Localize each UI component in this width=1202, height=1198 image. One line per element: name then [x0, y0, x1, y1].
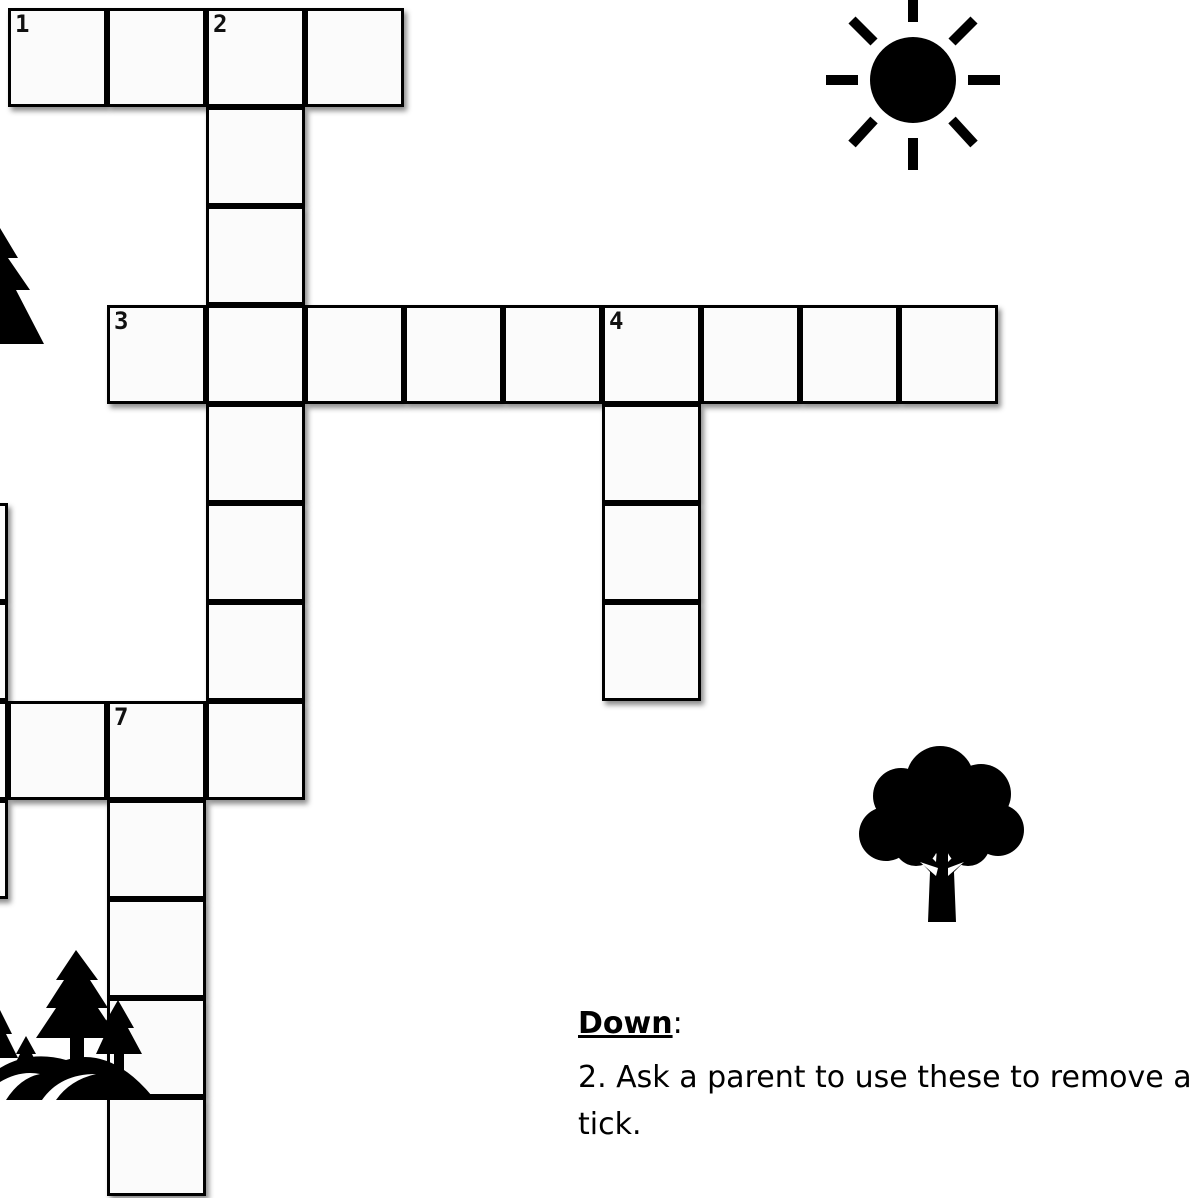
crossword-cell[interactable]	[8, 701, 107, 800]
crossword-cell[interactable]	[800, 305, 899, 404]
crossword-cell[interactable]	[0, 800, 8, 899]
crossword-cell[interactable]	[107, 701, 206, 800]
crossword-cell[interactable]	[899, 305, 998, 404]
crossword-cell[interactable]	[107, 1097, 206, 1196]
crossword-cell[interactable]	[404, 305, 503, 404]
crossword-cell[interactable]	[206, 602, 305, 701]
clue-number: 7	[114, 703, 129, 731]
crossword-cell[interactable]	[503, 305, 602, 404]
crossword-cell[interactable]	[602, 305, 701, 404]
crossword-cell[interactable]	[206, 701, 305, 800]
crossword-cell[interactable]	[602, 602, 701, 701]
clue-number: 1	[15, 10, 30, 38]
crossword-cell[interactable]	[701, 305, 800, 404]
crossword-cell[interactable]	[206, 107, 305, 206]
crossword-cell[interactable]	[0, 602, 8, 701]
crossword-cell[interactable]	[107, 8, 206, 107]
clue-2-down: 2. Ask a parent to use these to remove a tick.	[578, 1060, 1192, 1142]
crossword-cell[interactable]	[206, 503, 305, 602]
crossword-cell[interactable]	[602, 503, 701, 602]
clues-heading	[578, 1004, 1202, 1043]
crossword-cell[interactable]	[602, 404, 701, 503]
crossword-cell[interactable]	[0, 701, 8, 800]
pine-tree-icon	[0, 218, 48, 348]
clue-number: 4	[609, 307, 624, 335]
crossword-cell[interactable]	[206, 8, 305, 107]
crossword-cell[interactable]	[305, 305, 404, 404]
crossword-cell[interactable]	[107, 305, 206, 404]
forest-hill-icon	[0, 950, 152, 1100]
clue-number: 2	[213, 10, 228, 38]
down-heading: Down	[578, 1006, 673, 1041]
crossword-cell[interactable]	[107, 800, 206, 899]
tree-icon	[856, 744, 1030, 922]
sun-icon	[822, 0, 1006, 172]
crossword-cell[interactable]	[206, 404, 305, 503]
crossword-cell[interactable]	[206, 206, 305, 305]
crossword-cell[interactable]	[0, 503, 8, 602]
crossword-cell[interactable]	[206, 305, 305, 404]
clues-panel	[578, 1004, 1202, 1148]
clue-number: 3	[114, 307, 129, 335]
heading-colon: :	[672, 1006, 683, 1041]
crossword-cell[interactable]	[8, 8, 107, 107]
crossword-cell[interactable]	[305, 8, 404, 107]
